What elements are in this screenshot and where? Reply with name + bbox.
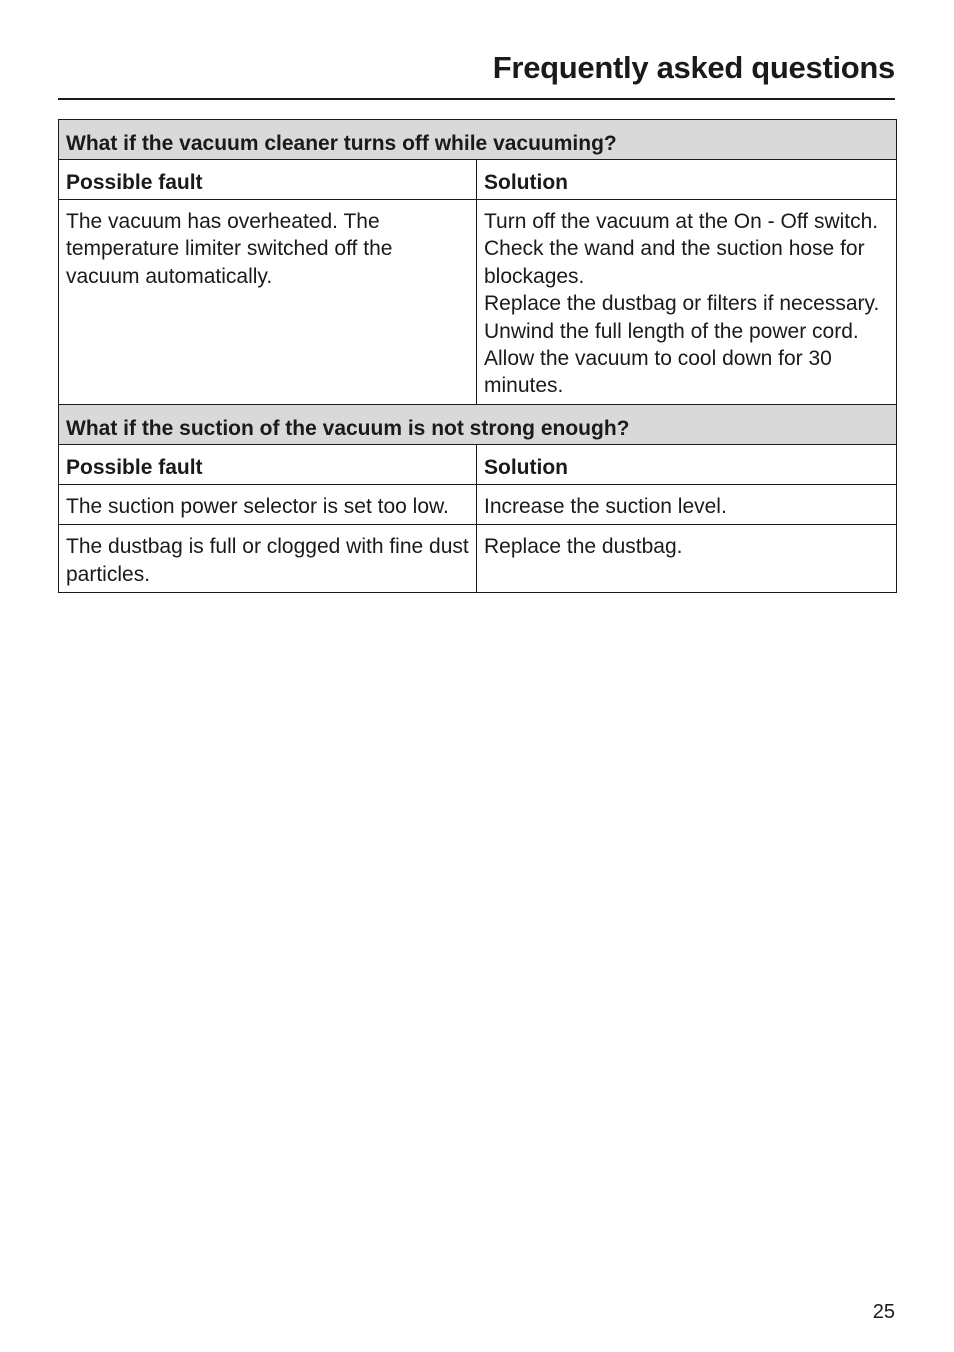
fault-cell: The vacuum has overheated. The temperature limiter switched off the vacuum automatically.: [59, 200, 477, 405]
solution-step: Unwind the full length of the power cord.: [484, 319, 859, 343]
question-row: [59, 404, 897, 444]
solution-step: Replace the dustbag or filters if necessary.: [484, 292, 880, 316]
page-number: 25: [872, 1301, 895, 1323]
solution-column-header: Solution: [477, 160, 897, 200]
fault-cell: The suction power selector is set too low.: [59, 484, 477, 524]
solution-step: Check the wand and the suction hose for blockages.: [484, 237, 865, 288]
question-heading: What if the suction of the vacuum is not strong enough?: [59, 404, 897, 444]
table-row: [59, 484, 897, 524]
question-heading: What if the vacuum cleaner turns off while vacuuming?: [59, 120, 897, 160]
column-header-row: [59, 444, 897, 484]
faq-table: [58, 119, 897, 593]
question-row: [59, 120, 897, 160]
solution-cell: [477, 484, 897, 524]
solution-step: Turn off the vacuum at the On - Off switch.: [484, 210, 879, 233]
fault-column-header: Possible fault: [59, 160, 477, 200]
solution-cell: [477, 200, 897, 405]
column-header-row: [59, 160, 897, 200]
solution-step: Allow the vacuum to cool down for 30 minutes.: [484, 347, 832, 398]
table-row: [59, 525, 897, 593]
fault-cell: The dustbag is full or clogged with fine dust particles.: [59, 525, 477, 593]
table-row: [59, 200, 897, 405]
page-title: Frequently asked questions: [492, 50, 895, 85]
solution-step: Replace the dustbag.: [484, 535, 683, 559]
title-divider: [58, 98, 895, 100]
solution-column-header: Solution: [477, 444, 897, 484]
solution-cell: [477, 525, 897, 593]
fault-column-header: Possible fault: [59, 444, 477, 484]
solution-step: Increase the suction level.: [484, 494, 727, 518]
